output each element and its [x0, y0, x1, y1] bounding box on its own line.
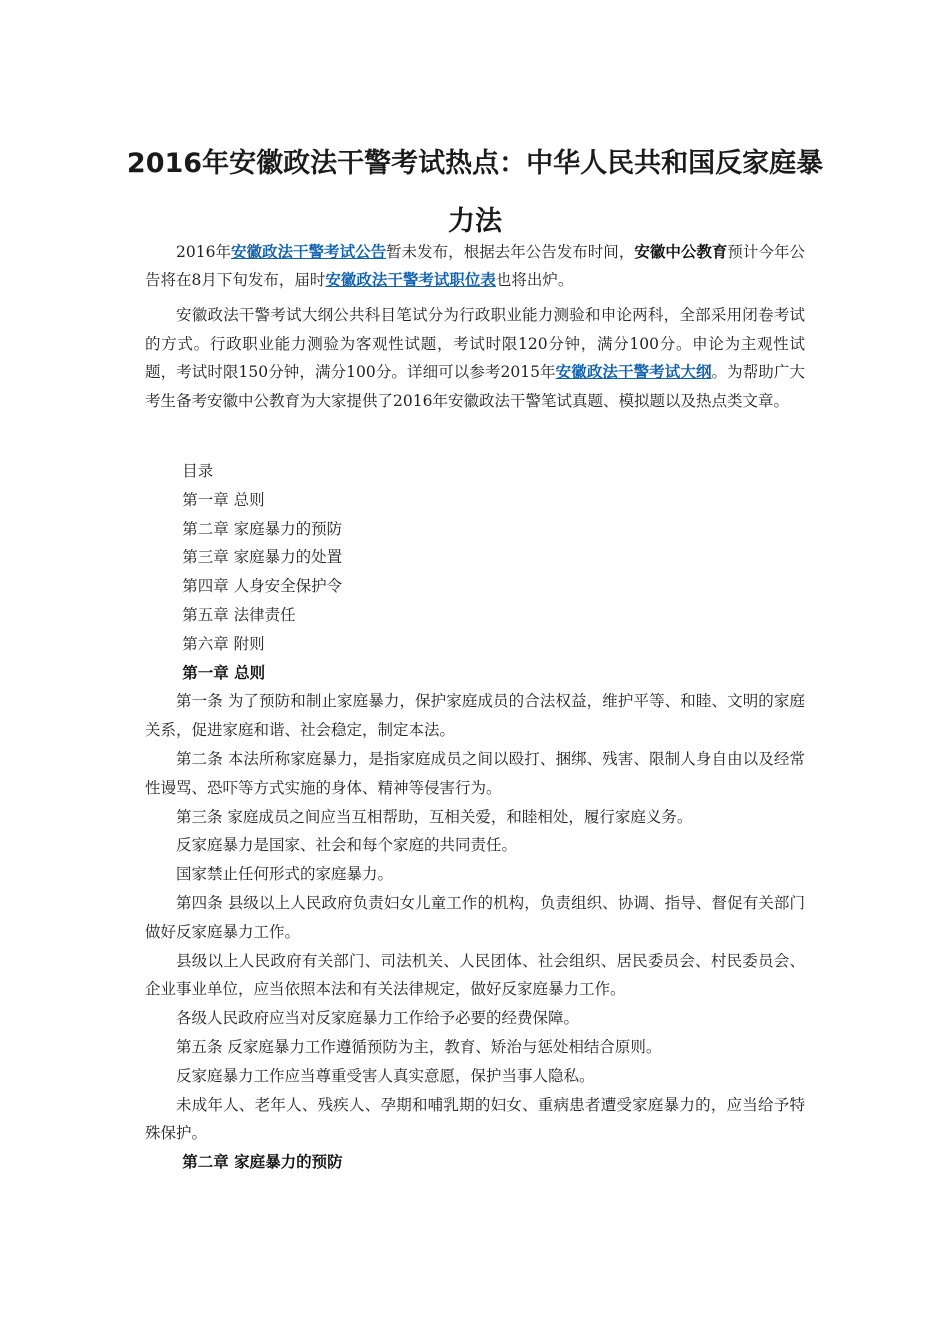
- intro-text: 也将出炉。: [495, 271, 574, 289]
- article-paragraph: 第一条 为了预防和制止家庭暴力，保护家庭成员的合法权益，维护平等、和睦、文明的家庭关系，促进家庭和谐、社会稳定，制定本法。: [145, 692, 805, 740]
- toc-item: 第五章 法律责任: [182, 605, 296, 624]
- toc-item: 第三章 家庭暴力的处置: [182, 548, 343, 567]
- intro-paragraph-2: [145, 301, 805, 415]
- intro-paragraph-1: [145, 238, 805, 294]
- article-paragraph: 第二条 本法所称家庭暴力，是指家庭成员之间以殴打、捆绑、残害、限制人身自由以及经常性谩骂、恐吓等方式实施的身体、精神等侵害行为。: [145, 749, 805, 797]
- toc-item: 第六章 附则: [182, 634, 265, 653]
- intro-text: 。为帮助广大考生备考安徽中公教育为大家提供了2016年安徽政法干警笔试真题、模拟题以及热点类文章。: [145, 363, 805, 410]
- table-of-contents: [145, 457, 805, 659]
- toc-item: 第四章 人身安全保护令: [182, 577, 343, 596]
- article-paragraph: 第四条 县级以上人民政府负责妇女儿童工作的机构，负责组织、协调、指导、督促有关部门做好反家庭暴力工作。: [145, 893, 805, 941]
- article-paragraph: 各级人民政府应当对反家庭暴力工作给予必要的经费保障。: [176, 1009, 580, 1028]
- article-paragraph: 第三条 家庭成员之间应当互相帮助，互相关爱，和睦相处，履行家庭义务。: [176, 807, 693, 826]
- article-paragraph: 未成年人、老年人、残疾人、孕期和哺乳期的妇女、重病患者遭受家庭暴力的，应当给予特殊保护。: [145, 1095, 805, 1143]
- position-table-link[interactable]: 安徽政法干警考试职位表: [325, 270, 496, 289]
- article-paragraph: 县级以上人民政府有关部门、司法机关、人民团体、社会组织、居民委员会、村民委员会、企业事业单位，应当依照本法和有关法律规定，做好反家庭暴力工作。: [145, 951, 805, 999]
- chapter-2: [145, 1148, 805, 1177]
- toc-heading: 目录: [182, 462, 214, 480]
- page-title: 2016年安徽政法干警考试热点：中华人民共和国反家庭暴力法: [126, 148, 824, 237]
- exam-announcement-link[interactable]: 安徽政法干警考试公告: [230, 242, 387, 261]
- chapter-heading: 第一章 总则: [182, 663, 266, 682]
- document-body: [145, 238, 805, 1177]
- org-name: 安徽中公教育: [634, 243, 728, 261]
- article-paragraph: 国家禁止任何形式的家庭暴力。: [176, 865, 394, 884]
- intro-text: 预计今年公告将在8月下旬发布，届时: [145, 243, 805, 289]
- toc-item: 第二章 家庭暴力的预防: [182, 519, 343, 538]
- article-paragraph: 反家庭暴力是国家、社会和每个家庭的共同责任。: [176, 836, 518, 855]
- article-paragraph: 第五条 反家庭暴力工作遵循预防为主，教育、矫治与惩处相结合原则。: [176, 1037, 662, 1056]
- chapter-heading: 第二章 家庭暴力的预防: [182, 1153, 343, 1172]
- intro-text: 暂未发布，根据去年公告发布时间，: [386, 243, 635, 261]
- exam-syllabus-link[interactable]: 安徽政法干警考试大纲: [555, 362, 712, 381]
- article-paragraph: 反家庭暴力工作应当尊重受害人真实意愿，保护当事人隐私。: [176, 1066, 595, 1085]
- chapter-1: [145, 659, 805, 1149]
- toc-item: 第一章 总则: [182, 490, 265, 509]
- intro-text: 安徽政法干警考试大纲公共科目笔试分为行政职业能力测验和申论两科，全部采用闭卷考试的方式。行政职业能力测验为客观性试题，考试时限120分钟，满分100分。申论为主观性试题，考试时限150分钟，满分100分。详细可以参考2015年: [145, 306, 805, 381]
- intro-text: 2016年: [176, 243, 231, 261]
